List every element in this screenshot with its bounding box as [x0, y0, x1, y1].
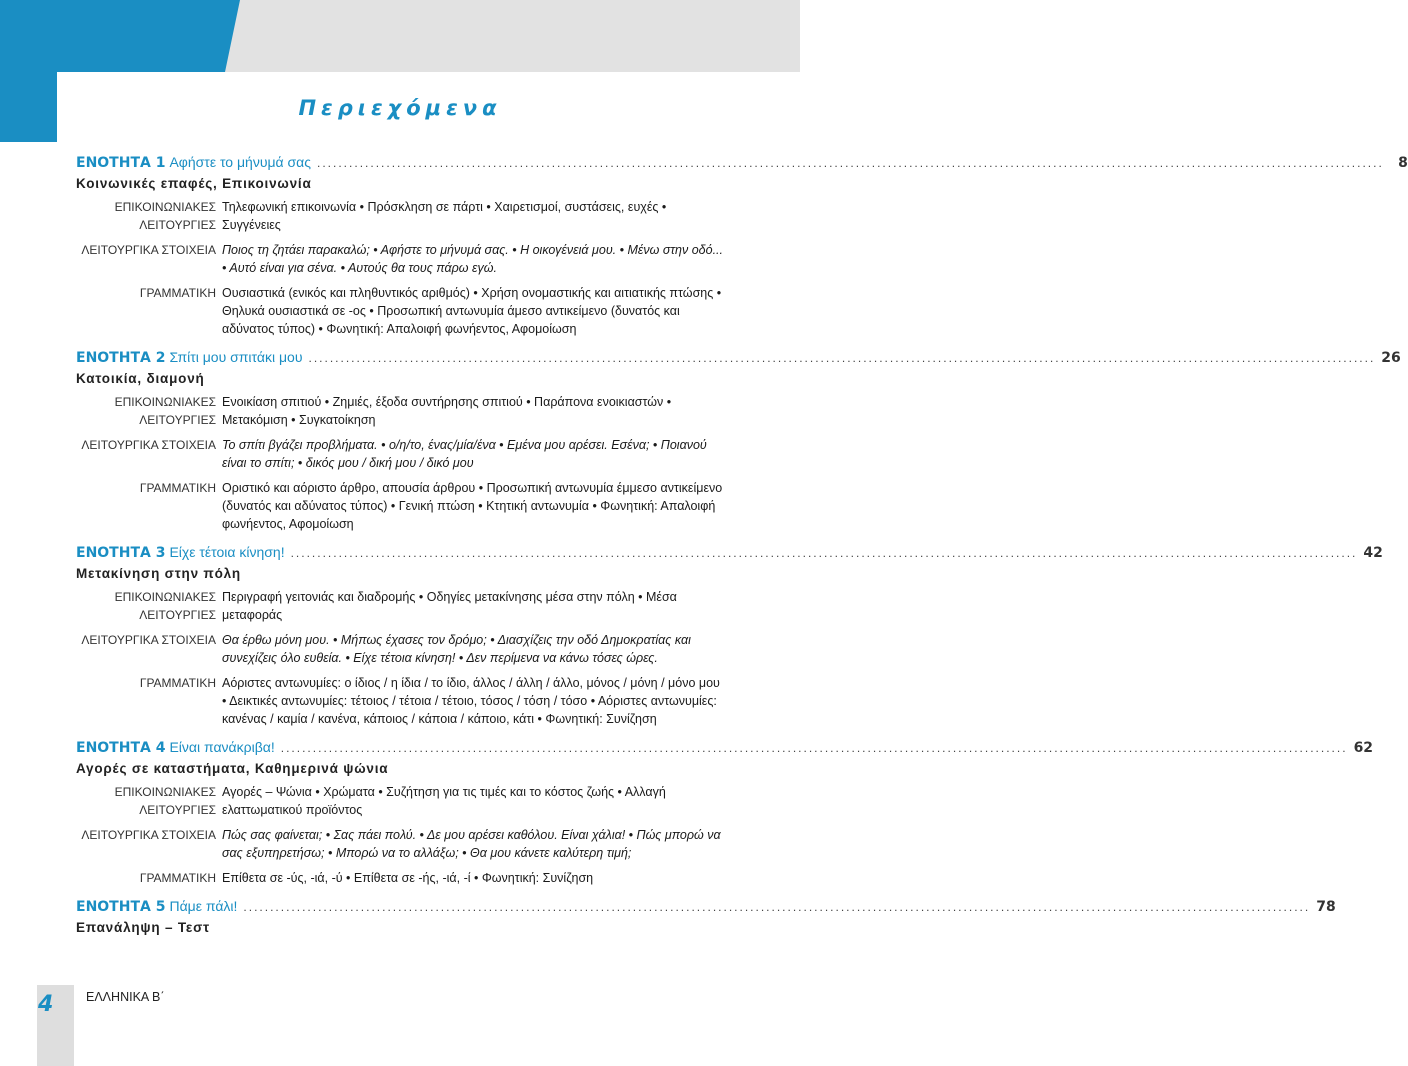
row-text: Ενοικίαση σπιτιού • Ζημιές, έξοδα συντήρησης σπιτιού • Παράπονα ενοικιαστών • Μετακόμιση • Συγκατοίκηση	[222, 395, 672, 427]
row-label: ΕΠΙΚΟΙΝΩΝΙΑΚΕΣ	[114, 785, 216, 799]
unit-title: Είχε τέτοια κίνηση!	[169, 544, 285, 560]
unit-heading[interactable]	[76, 738, 1374, 757]
row-label-line2: ΛΕΙΤΟΥΡΓΙΕΣ	[139, 803, 216, 817]
row-text: Πώς σας φαίνεται; • Σας πάει πολύ. • Δε μου αρέσει καθόλου. Είναι χάλια! • Πώς μπορώ να σας εξυπηρετήσω; • Μπορώ να το αλλάξω; • Θα μου κάνετε καλύτερη τιμή;	[222, 828, 721, 860]
toc-unit	[76, 897, 1336, 938]
leader-dots: ........................................................................................................................................................................................................	[243, 900, 1311, 914]
unit-row	[76, 631, 724, 667]
unit-title: Αφήστε το μήνυμά σας	[169, 154, 312, 170]
row-label: ΕΠΙΚΟΙΝΩΝΙΑΚΕΣ	[114, 200, 216, 214]
row-label-column	[76, 826, 222, 862]
unit-row	[76, 869, 724, 887]
row-label-column	[76, 631, 222, 667]
unit-page-number: 78	[1316, 899, 1336, 915]
unit-label: ΕΝΟΤΗΤΑ 3	[76, 545, 166, 561]
unit-label: ΕΝΟΤΗΤΑ 5	[76, 899, 166, 915]
unit-row	[76, 826, 724, 862]
unit-row	[76, 198, 724, 234]
unit-page-number: 42	[1363, 545, 1383, 561]
unit-label: ΕΝΟΤΗΤΑ 2	[76, 350, 166, 366]
unit-row	[76, 284, 724, 338]
unit-row	[76, 783, 724, 819]
row-label-column	[76, 479, 222, 533]
unit-title: Σπίτι μου σπιτάκι μου	[169, 349, 303, 365]
toc-unit	[76, 348, 1401, 533]
page-title: Περιεχόμενα	[298, 96, 502, 120]
toc-unit	[76, 153, 1408, 338]
row-label: ΕΠΙΚΟΙΝΩΝΙΑΚΕΣ	[114, 395, 216, 409]
row-label-column	[76, 674, 222, 728]
row-text: Οριστικό και αόριστο άρθρο, απουσία άρθρου • Προσωπική αντωνυμία έμμεσο αντικείμενο (δυνατός και αδύνατος τύπος) • Γενική πτώση • Κτητική αντωνυμία • Φωνητική: Απαλοιφή φωνήεντος, Αφομοίωση	[222, 481, 723, 531]
table-of-contents	[76, 153, 1408, 948]
unit-row	[76, 436, 724, 472]
leader-dots: ........................................................................................................................................................................................................	[290, 546, 1358, 560]
unit-heading[interactable]	[76, 348, 1401, 367]
unit-row	[76, 674, 724, 728]
row-text: Τηλεφωνική επικοινωνία • Πρόσκληση σε πάρτι • Χαιρετισμοί, συστάσεις, ευχές • Συγγένειες	[222, 200, 667, 232]
unit-heading[interactable]	[76, 153, 1408, 172]
row-text: Ποιος τη ζητάει παρακαλώ; • Αφήστε το μήνυμά σας. • Η οικογένειά μου. • Μένω στην οδό... • Αυτό είναι για σένα. • Αυτούς θα τους πάρω εγώ.	[222, 243, 723, 275]
row-label: ΓΡΑΜΜΑΤΙΚΗ	[139, 676, 216, 690]
row-text: Το σπίτι βγάζει προβλήματα. • ο/η/το, ένας/μία/ένα • Εμένα μου αρέσει. Εσένα; • Ποιανού είναι το σπίτι; • δικός μου / δική μου / δικό μου	[222, 438, 707, 470]
row-label-column	[76, 198, 222, 234]
row-text: Ουσιαστικά (ενικός και πληθυντικός αριθμός) • Χρήση ονομαστικής και αιτιατικής πτώσης • Θηλυκά ουσιαστικά σε -ος • Προσωπική αντωνυμία άμεσο αντικείμενο (δυνατός και αδύνατος τύπος) • Φωνητική: Απαλοιφή φωνήεντος, Αφομοίωση	[222, 286, 722, 336]
unit-heading[interactable]	[76, 543, 1383, 562]
unit-row	[76, 241, 724, 277]
row-text: Περιγραφή γειτονιάς και διαδρομής • Οδηγίες μετακίνησης μέσα στην πόλη • Μέσα μεταφοράς	[222, 590, 677, 622]
leader-dots: ........................................................................................................................................................................................................	[308, 351, 1376, 365]
row-label: ΓΡΑΜΜΑΤΙΚΗ	[139, 481, 216, 495]
row-text: Αόριστες αντωνυμίες: ο ίδιος / η ίδια / το ίδιο, άλλος / άλλη / άλλο, μόνος / μόνη / μόνο μου • Δεικτικές αντωνυμίες: τέτοιος / τέτοια / τέτοιο, τόσος / τόση / τόσο • Αόριστες αντωνυμίες: κανένας / καμία / κανένα, κάποιος / κάποια / κάποιο, κάτι • Φωνητική: Συνίζηση	[222, 676, 720, 726]
row-text: Θα έρθω μόνη μου. • Μήπως έχασες τον δρόμο; • Διασχίζεις την οδό Δημοκρατίας και συνεχίζεις όλο ευθεία. • Είχε τέτοια κίνηση! • Δεν περίμενα να κάνω τόσες ώρες.	[222, 633, 691, 665]
page-number: 4	[38, 992, 54, 1017]
unit-title: Είναι πανάκριβα!	[169, 739, 275, 755]
row-label: ΓΡΑΜΜΑΤΙΚΗ	[139, 286, 216, 300]
row-label: ΓΡΑΜΜΑΤΙΚΗ	[139, 871, 216, 885]
leader-dots: ........................................................................................................................................................................................................	[317, 156, 1384, 170]
row-label: ΛΕΙΤΟΥΡΓΙΚΑ ΣΤΟΙΧΕΙΑ	[81, 633, 216, 647]
row-label-column	[76, 241, 222, 277]
unit-title: Πάμε πάλι!	[169, 898, 238, 914]
unit-page-number: 8	[1398, 155, 1408, 171]
unit-row	[76, 588, 724, 624]
top-blue-tab	[0, 0, 240, 72]
row-label: ΛΕΙΤΟΥΡΓΙΚΑ ΣΤΟΙΧΕΙΑ	[81, 438, 216, 452]
unit-row	[76, 393, 724, 429]
row-label-column	[76, 393, 222, 429]
row-text: Επίθετα σε -ύς, -ιά, -ύ • Επίθετα σε -ής, -ιά, -ί • Φωνητική: Συνίζηση	[222, 871, 594, 885]
row-label-line2: ΛΕΙΤΟΥΡΓΙΕΣ	[139, 608, 216, 622]
unit-subtitle: Αγορές σε καταστήματα, Καθημερινά ψώνια	[76, 761, 389, 776]
unit-row	[76, 479, 724, 533]
row-text: Αγορές – Ψώνια • Χρώματα • Συζήτηση για τις τιμές και το κόστος ζωής • Αλλαγή ελαττωματικού προϊόντος	[222, 785, 666, 817]
row-label-line2: ΛΕΙΤΟΥΡΓΙΕΣ	[139, 413, 216, 427]
unit-heading[interactable]	[76, 897, 1336, 916]
row-label-column	[76, 284, 222, 338]
row-label: ΛΕΙΤΟΥΡΓΙΚΑ ΣΤΟΙΧΕΙΑ	[81, 828, 216, 842]
toc-unit	[76, 738, 1374, 887]
row-label-column	[76, 588, 222, 624]
toc-unit	[76, 543, 1383, 728]
unit-label: ΕΝΟΤΗΤΑ 1	[76, 155, 166, 171]
row-label-column	[76, 436, 222, 472]
row-label-line2: ΛΕΙΤΟΥΡΓΙΕΣ	[139, 218, 216, 232]
unit-subtitle: Κατοικία, διαμονή	[76, 371, 205, 386]
leader-dots: ........................................................................................................................................................................................................	[280, 741, 1348, 755]
book-title: ΕΛΛΗΝΙΚΑ Β΄	[86, 990, 165, 1004]
row-label-column	[76, 869, 222, 887]
unit-page-number: 62	[1353, 740, 1374, 756]
unit-label: ΕΝΟΤΗΤΑ 4	[76, 740, 166, 756]
row-label: ΛΕΙΤΟΥΡΓΙΚΑ ΣΤΟΙΧΕΙΑ	[81, 243, 216, 257]
row-label-column	[76, 783, 222, 819]
unit-subtitle: Μετακίνηση στην πόλη	[76, 566, 241, 581]
unit-subtitle: Κοινωνικές επαφές, Επικοινωνία	[76, 176, 312, 191]
unit-page-number: 26	[1381, 350, 1401, 366]
unit-subtitle: Επανάληψη – Τεστ	[76, 920, 210, 935]
row-label: ΕΠΙΚΟΙΝΩΝΙΑΚΕΣ	[114, 590, 216, 604]
